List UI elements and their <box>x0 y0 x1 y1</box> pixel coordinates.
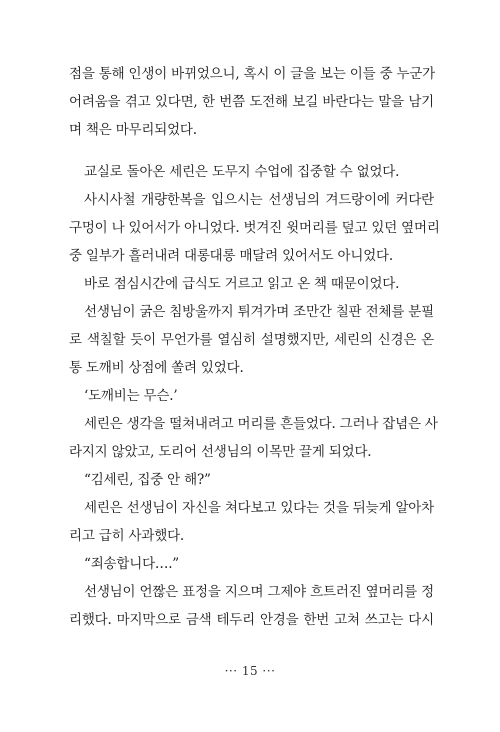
text-line: 로 색칠할 듯이 무언가를 열심히 설명했지만, 세린의 신경은 온 <box>69 332 434 348</box>
text-line: 며 책은 마무리되었다. <box>69 122 197 138</box>
text-line: ‘도깨비는 무슨.’ <box>84 388 178 404</box>
text-line: 사시사철 개량한복을 입으시는 선생님의 겨드랑이에 커다란 <box>84 192 434 208</box>
text-line: 선생님이 언짢은 표정을 지으며 그제야 흐트러진 옆머리를 정 <box>84 584 434 600</box>
text-line: 선생님이 굵은 침방울까지 튀겨가며 조만간 칠판 전체를 분필 <box>84 304 434 320</box>
text-line: 점을 통해 인생이 바뀌었으니, 혹시 이 글을 보는 이들 중 누군가 <box>69 66 436 82</box>
text-line: 라지지 않았고, 도리어 선생님의 이목만 끌게 되었다. <box>69 444 372 460</box>
text-line: 리했다. 마지막으로 금색 테두리 안경을 한번 고쳐 쓰고는 다시 <box>69 612 434 628</box>
text-line: 세린은 선생님이 자신을 쳐다보고 있다는 것을 뒤늦게 알아차 <box>84 500 434 516</box>
text-line: 세린은 생각을 떨쳐내려고 머리를 흔들었다. 그러나 잡념은 사 <box>84 416 438 432</box>
text-line: “죄송합니다….” <box>84 556 179 572</box>
text-line: 바로 점심시간에 급식도 거르고 읽고 온 책 때문이었다. <box>84 276 400 292</box>
text-line: 리고 급히 사과했다. <box>69 528 185 544</box>
text-line: 통 도깨비 상점에 쏠려 있었다. <box>69 360 244 376</box>
text-line: 어려움을 겪고 있다면, 한 번쯤 도전해 보길 바란다는 말을 남기 <box>69 94 434 110</box>
page-number: ··· 15 ··· <box>224 664 276 678</box>
text-line: 교실로 돌아온 세린은 도무지 수업에 집중할 수 없었다. <box>84 164 400 180</box>
text-line: 구멍이 나 있어서가 아니었다. 벗겨진 윗머리를 덮고 있던 옆머리 <box>69 220 440 236</box>
text-line: “김세린, 집중 안 해?” <box>84 472 211 488</box>
text-line: 중 일부가 흘러내려 대롱대롱 매달려 있어서도 아니었다. <box>69 248 393 264</box>
